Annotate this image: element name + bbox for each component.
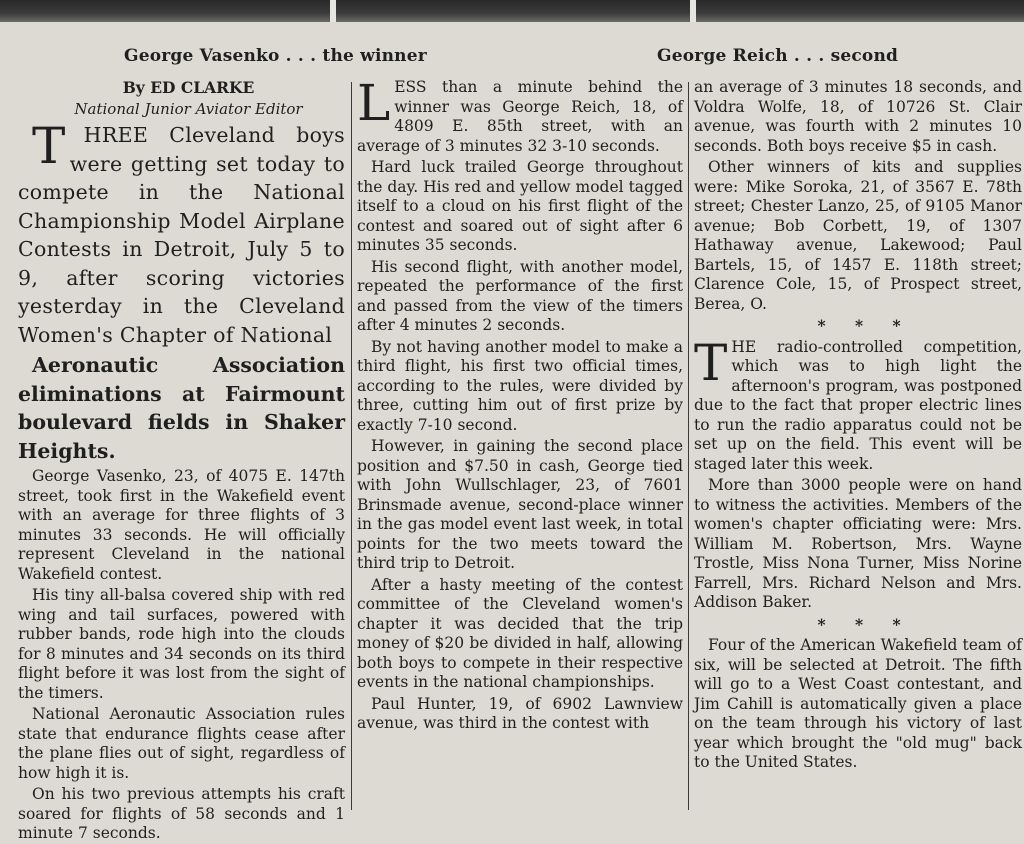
photo-gap	[330, 0, 336, 22]
lead-text: HREE Cleveland boys were getting set today to compete in the National Championship Model Airplane Contests in Detroit, July 5 to 9, after scoring victories yesterday in the Cleveland Women's Chapter of National	[18, 123, 345, 347]
section-break: * * *	[817, 614, 913, 634]
paragraph: After a hasty meeting of the contest committee of the Cleveland women's chapter it was decided that the trip money of $20 be divided in half, allowing both boys to compete in their respective events in the national championships.	[357, 575, 683, 691]
paragraph: On his two previous attempts his craft soared for flights of 58 seconds and 1 minute 7 seconds.	[18, 785, 345, 842]
paragraph: Four of the American Wakefield team of six, will be selected at Detroit. The fifth will go to a West Coast contestant, and Jim Cahill is automatically given a place on the team through his victory of last year which brought the "old mug" back to the United States.	[694, 636, 1022, 771]
article-column-1	[18, 78, 345, 842]
paragraph: His tiny all-balsa covered ship with red wing and tail surfaces, powered with rubber bands, rode high into the clouds for 8 minutes and 34 seconds on its third flight before it was lost from the sight of the timers.	[18, 586, 345, 702]
column-rule	[688, 82, 689, 810]
photo-strip	[0, 0, 1024, 22]
paragraph	[694, 333, 1022, 475]
paragraph: His second flight, with another model, repeated the performance of the first and passed from the view of the timers after 4 minutes 2 seconds.	[357, 257, 683, 334]
article-column-3	[694, 78, 1022, 813]
caption-winner: George Vasenko . . . the winner	[124, 46, 427, 66]
paragraph: Other winners of kits and supplies were: Mike Soroka, 21, of 3567 E. 78th street; Chester Lanzo, 25, of 9105 Manor avenue; Bob Corbett, 19, of 1307 Hathaway avenue, Lakewood; Paul Bartels, 15, of 1457 E. 118th street; Clarence Cole, 15, of Prospect street, Berea, O.	[694, 158, 1022, 313]
paragraph: Hard luck trailed George throughout the day. His red and yellow model tagged itself to a cloud on his first flight of the contest and soared out of sight after 6 minutes 35 seconds.	[357, 158, 683, 254]
caption-second: George Reich . . . second	[657, 46, 899, 66]
drop-cap: L	[357, 74, 391, 132]
paragraph	[357, 74, 683, 156]
photo-gap	[690, 0, 696, 22]
lead-paragraph	[18, 117, 345, 349]
editor-title: National Junior Aviator Editor	[74, 99, 303, 118]
lead-bold-text: Aeronautic Association eliminations at Fairmount boulevard fields in Shaker Heights.	[18, 353, 345, 463]
paragraph-text: HE radio-controlled competition, which was to high light the afternoon's program, was postponed due to the fact that proper electric lines to run the radio apparatus could not be set up on the field. This event will be staged later this week.	[694, 337, 1022, 473]
section-break: * * *	[817, 316, 913, 335]
paragraph: National Aeronautic Association rules state that endurance flights cease after the plane flies out of sight, regardless of how high it is.	[18, 705, 345, 782]
paragraph-text: ESS than a minute behind the winner was George Reich, 18, of 4809 E. 85th street, with an average of 3 minutes 32 3-10 seconds.	[357, 78, 683, 155]
paragraph: However, in gaining the second place position and $7.50 in cash, George tied with John Wullschlager, 23, of 7601 Brinsmade avenue, second-place winner in the gas model event last week, in total points for the two meets toward the third trip to Detroit.	[357, 437, 683, 572]
paragraph: George Vasenko, 23, of 4075 E. 147th street, took first in the Wakefield event with an average for three flights of 3 minutes 33 seconds. He will officially represent Cleveland in the national Wakefield contest.	[18, 467, 345, 583]
drop-cap: T	[694, 333, 728, 392]
paragraph: an average of 3 minutes 18 seconds, and Voldra Wolfe, 18, of 10726 St. Clair avenue, was fourth with 2 minutes 10 seconds. Both boys receive $5 in cash.	[694, 78, 1022, 155]
paragraph: By not having another model to make a third flight, his first two official times, according to the rules, were divided by three, cutting him out of first prize by exactly 7-10 second.	[357, 337, 683, 434]
paragraph: Paul Hunter, 19, of 6902 Lawnview avenue, was third in the contest with	[357, 694, 683, 732]
article-column-2	[357, 74, 683, 813]
drop-cap: T	[32, 117, 66, 175]
column-rule	[351, 82, 352, 810]
byline: By ED CLARKE	[122, 78, 255, 97]
paragraph: More than 3000 people were on hand to witness the activities. Members of the women's chapter officiating were: Mrs. William M. Robertson, Mrs. Wayne Trostle, Miss Nona Turner, Miss Norine Farrell, Mrs. Richard Nelson and Mrs. Addison Baker.	[694, 476, 1022, 611]
